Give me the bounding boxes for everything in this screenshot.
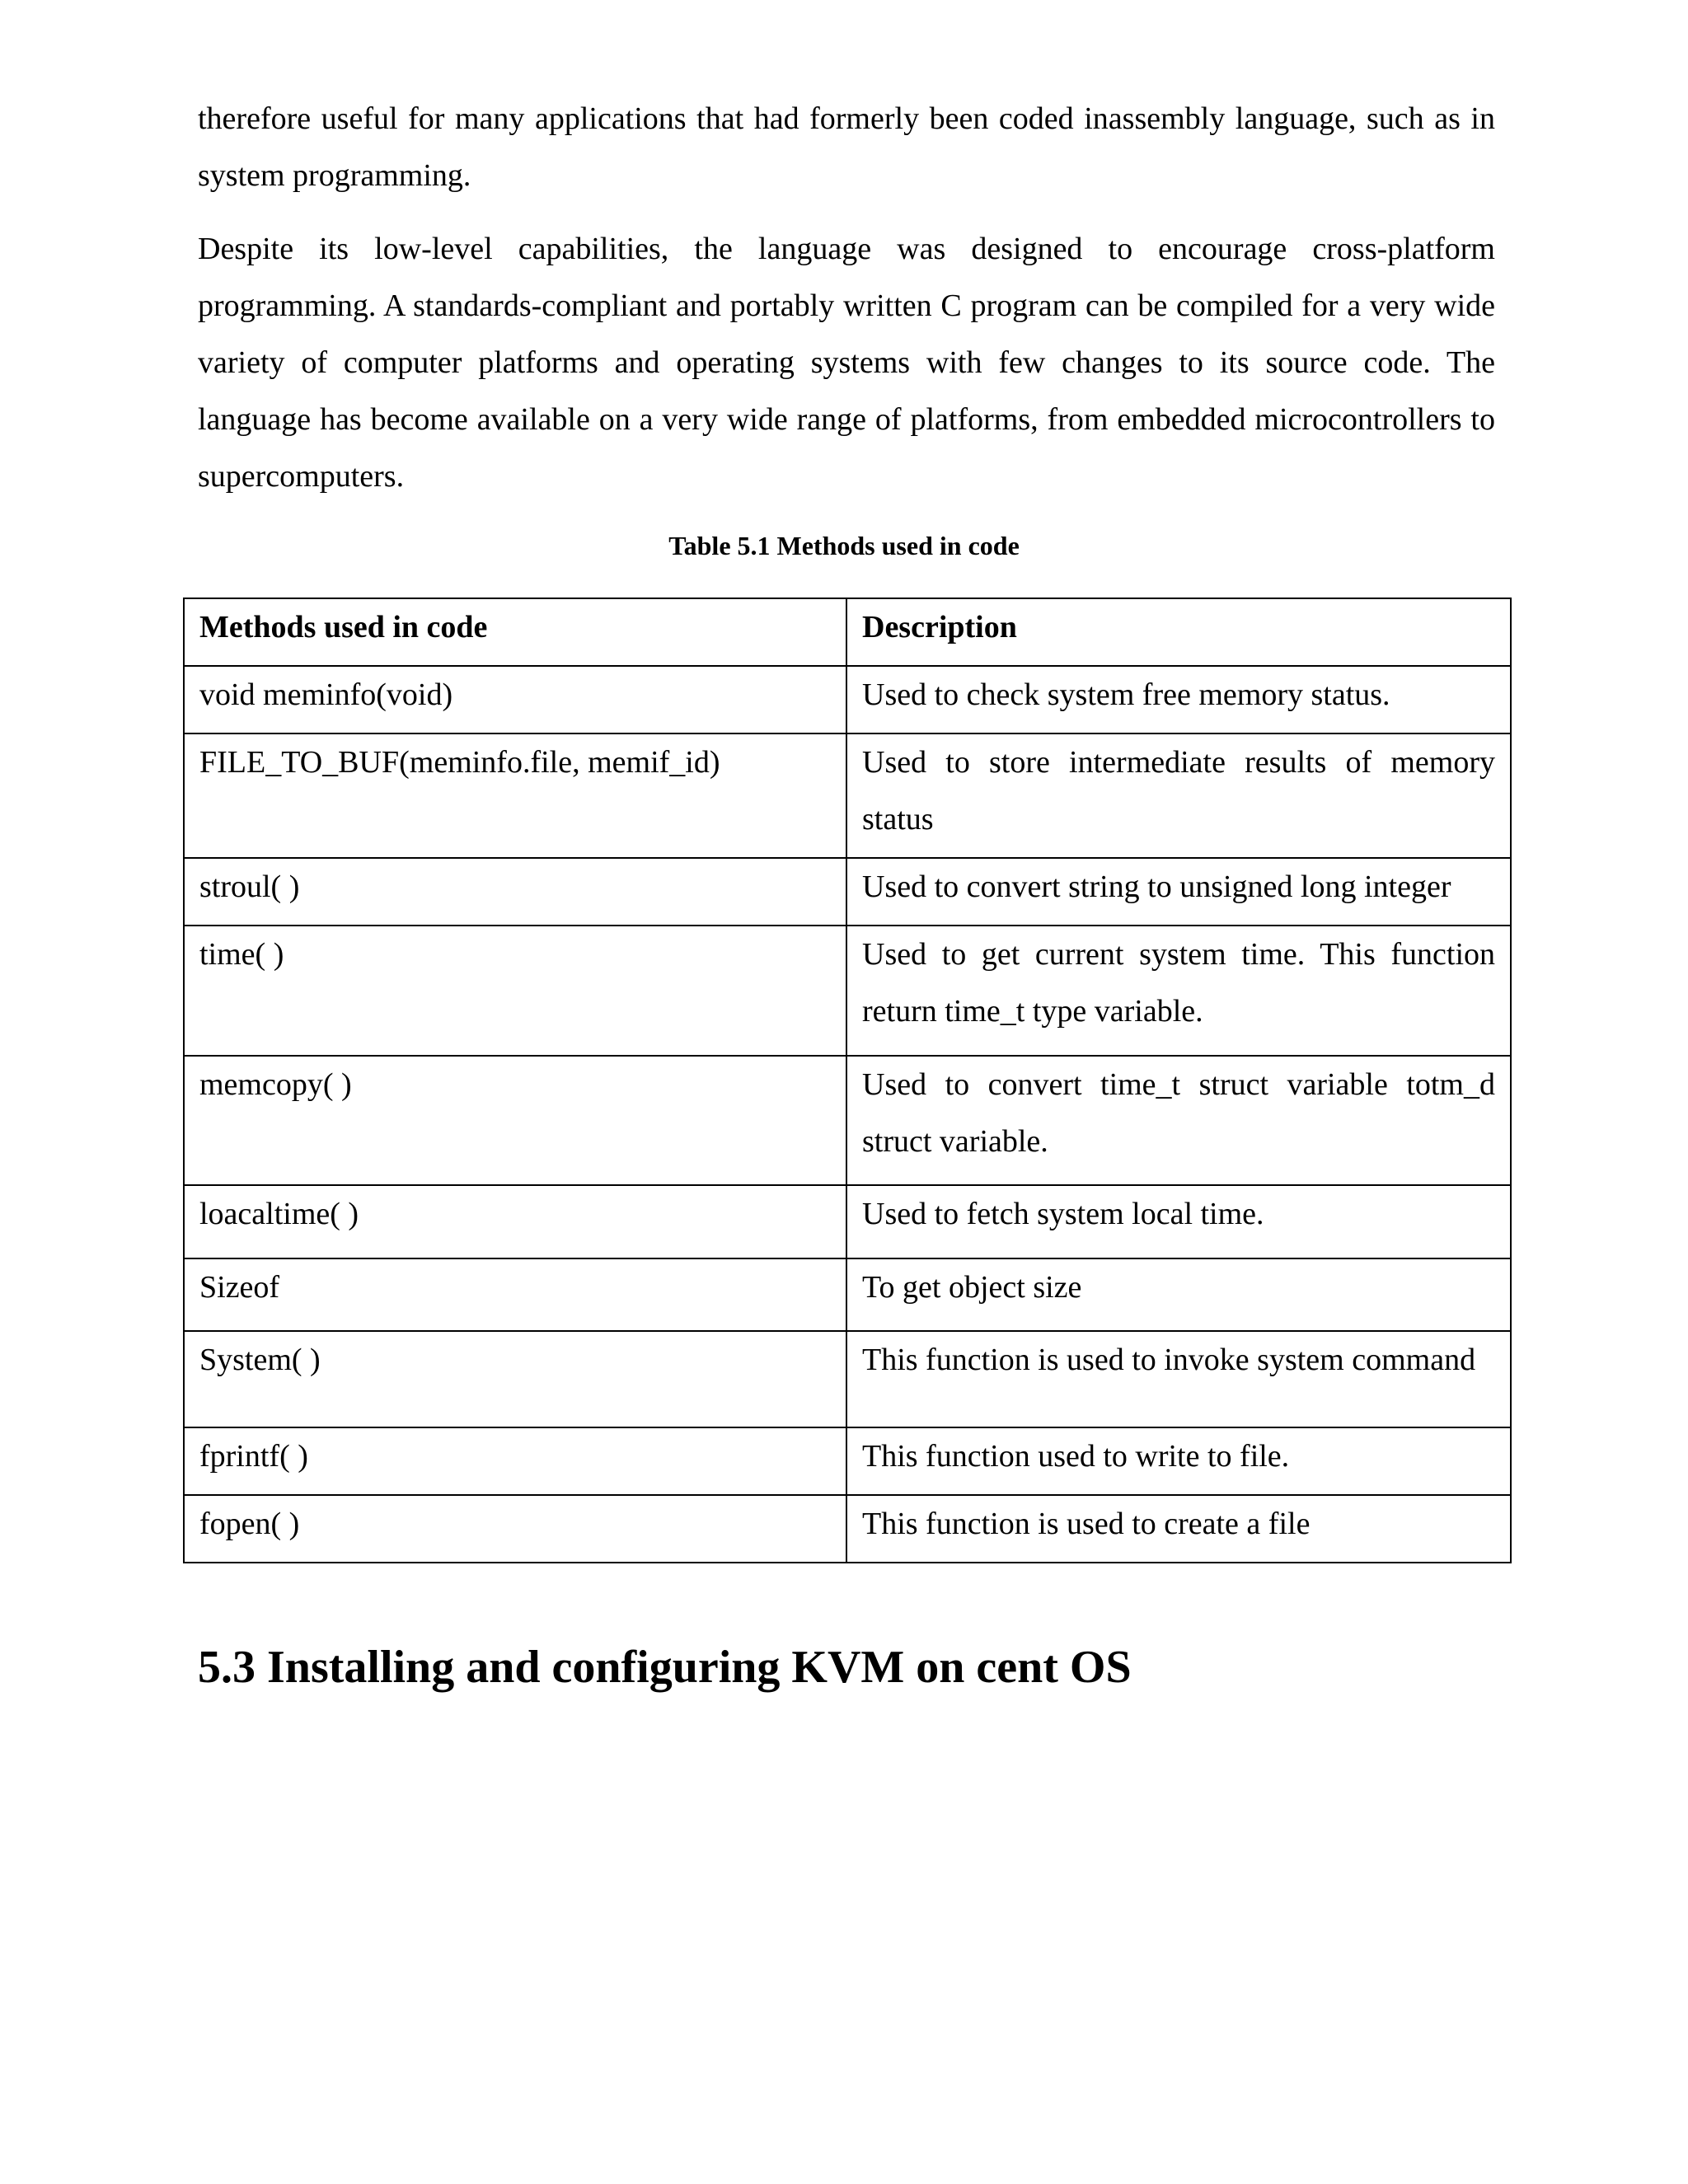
description-cell: This function is used to invoke system command bbox=[846, 1331, 1511, 1427]
paragraph-cross-platform: Despite its low-level capabilities, the language was designed to encourage cross-platform programming. A standards-compliant and portably written C program can be compiled for a very wide variety of computer platforms and operating systems with few changes to its source code. The language has become available on a very wide range of platforms, from embedded microcontrollers to supercomputers. bbox=[198, 232, 1495, 494]
table-row bbox=[184, 1495, 1511, 1563]
description-cell: To get object size bbox=[846, 1258, 1511, 1331]
table-row bbox=[184, 666, 1511, 733]
table-row bbox=[184, 1258, 1511, 1331]
description-cell: Used to check system free memory status. bbox=[846, 666, 1511, 733]
header-methods: Methods used in code bbox=[184, 598, 846, 666]
method-cell: void meminfo(void) bbox=[184, 666, 846, 733]
table-row bbox=[184, 858, 1511, 926]
description-cell: This function used to write to file. bbox=[846, 1427, 1511, 1495]
description-cell: Used to convert time_t struct variable totm_d struct variable. bbox=[846, 1056, 1511, 1185]
description-cell: Used to fetch system local time. bbox=[846, 1185, 1511, 1258]
table-row bbox=[184, 1056, 1511, 1185]
table-row bbox=[184, 1185, 1511, 1258]
method-cell: fprintf( ) bbox=[184, 1427, 846, 1495]
header-description: Description bbox=[846, 598, 1511, 666]
method-cell: memcopy( ) bbox=[184, 1056, 846, 1185]
method-cell: fopen( ) bbox=[184, 1495, 846, 1563]
section-heading: 5.3 Installing and configuring KVM on cent OS bbox=[198, 1642, 1132, 1693]
method-cell: System( ) bbox=[184, 1331, 846, 1427]
method-cell: loacaltime( ) bbox=[184, 1185, 846, 1258]
method-cell: time( ) bbox=[184, 926, 846, 1056]
description-cell: Used to get current system time. This function return time_t type variable. bbox=[846, 926, 1511, 1056]
table-row bbox=[184, 1427, 1511, 1495]
description-cell: Used to convert string to unsigned long integer bbox=[846, 858, 1511, 926]
paragraph-c-applications: therefore useful for many applications that had formerly been coded inassembly language, such as in system programming. bbox=[198, 101, 1495, 193]
table-caption: Table 5.1 Methods used in code bbox=[668, 531, 1020, 560]
table-row bbox=[184, 1331, 1511, 1427]
table-row bbox=[184, 733, 1511, 858]
method-cell: Sizeof bbox=[184, 1258, 846, 1331]
methods-table bbox=[183, 598, 1512, 1563]
table-header-row bbox=[184, 598, 1511, 666]
description-cell: Used to store intermediate results of memory status bbox=[846, 733, 1511, 858]
description-cell: This function is used to create a file bbox=[846, 1495, 1511, 1563]
table-row bbox=[184, 926, 1511, 1056]
method-cell: stroul( ) bbox=[184, 858, 846, 926]
method-cell: FILE_TO_BUF(meminfo.file, memif_id) bbox=[184, 733, 846, 858]
